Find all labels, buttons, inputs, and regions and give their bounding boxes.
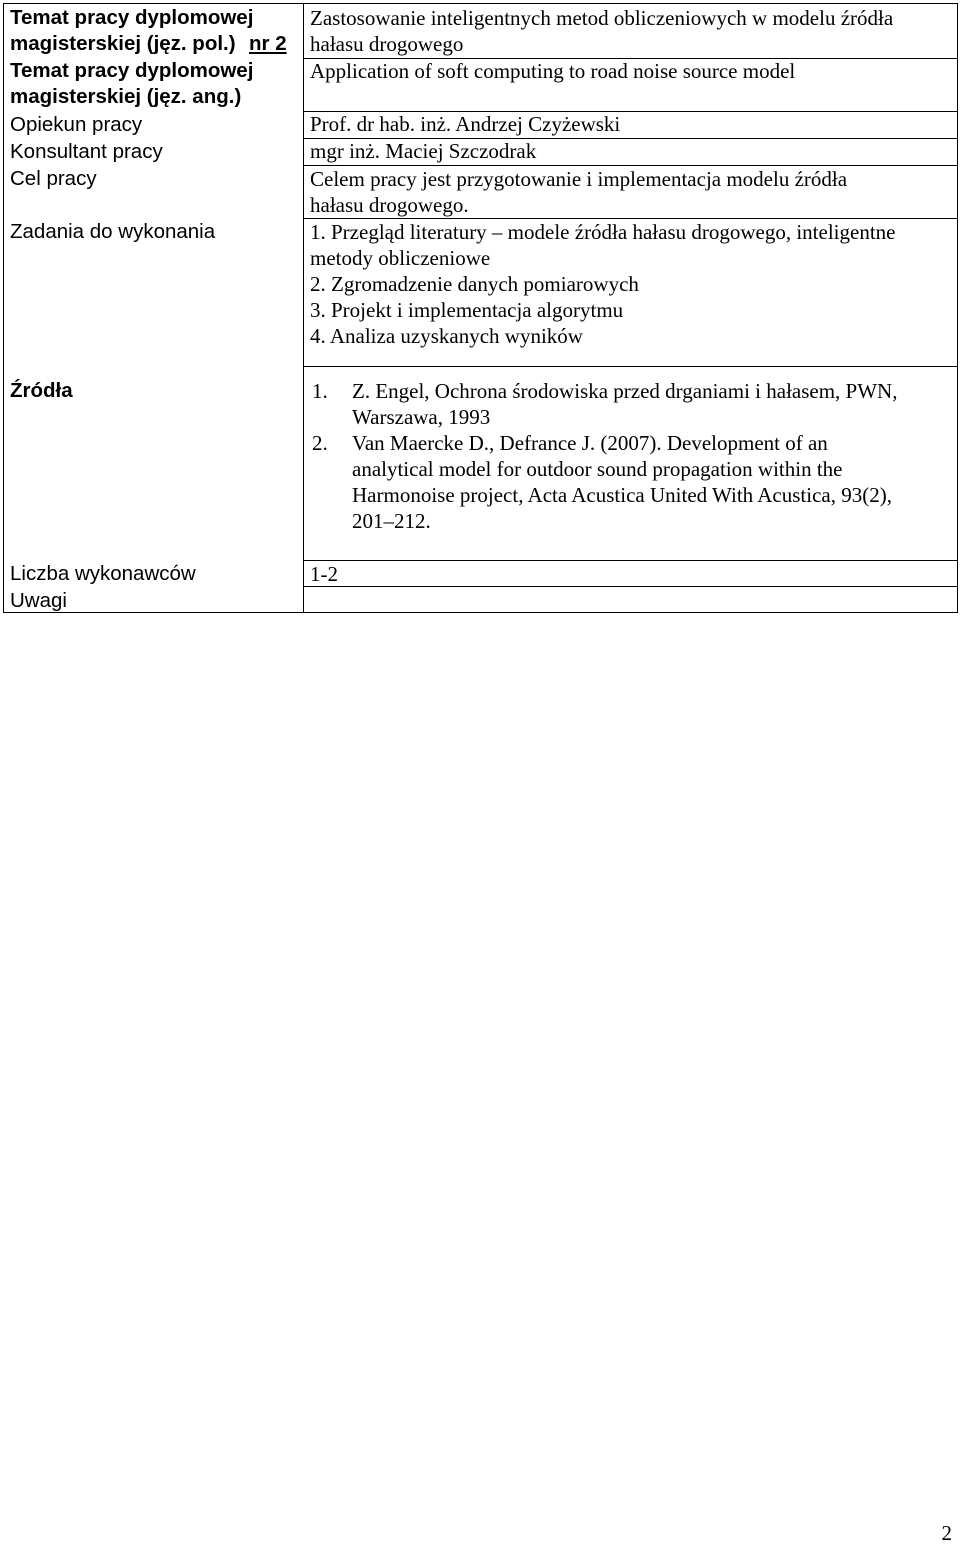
consultant-value: mgr inż. Maciej Szczodrak xyxy=(310,139,537,163)
topic-en-value: Application of soft computing to road noise source model xyxy=(310,59,796,83)
row-divider xyxy=(303,366,958,367)
supervisor-label: Opiekun pracy xyxy=(10,113,143,136)
task-item: 2. Zgromadzenie danych pomiarowych xyxy=(310,272,639,296)
task-item: 4. Analiza uzyskanych wyników xyxy=(310,324,583,348)
topic-en-label: Temat pracy dyplomowej xyxy=(10,59,254,82)
source-number: 2. xyxy=(312,431,328,455)
topic-pl-value: Zastosowanie inteligentnych metod obliczeniowych w modelu źródła xyxy=(310,6,894,30)
row-divider xyxy=(303,586,958,587)
column-divider xyxy=(303,3,304,613)
table-border-left xyxy=(3,3,4,613)
table-border-top xyxy=(3,3,958,4)
topic-pl-value: hałasu drogowego xyxy=(310,32,464,56)
executors-value: 1-2 xyxy=(310,562,338,586)
page-number: 2 xyxy=(941,1521,952,1545)
notes-label: Uwagi xyxy=(10,589,67,612)
sources-label: Źródła xyxy=(10,379,73,402)
source-item: Harmonoise project, Acta Acustica United With Acustica, 93(2), xyxy=(352,483,892,507)
row-divider xyxy=(303,560,958,561)
goal-label: Cel pracy xyxy=(10,167,97,190)
task-item: metody obliczeniowe xyxy=(310,246,491,270)
topic-en-label: magisterskiej (jęz. ang.) xyxy=(10,85,242,108)
tasks-label: Zadania do wykonania xyxy=(10,220,216,243)
goal-value: Celem pracy jest przygotowanie i implementacja modelu źródła xyxy=(310,167,848,191)
executors-label: Liczba wykonawców xyxy=(10,562,196,585)
source-item: Van Maercke D., Defrance J. (2007). Development of an xyxy=(352,431,828,455)
consultant-label: Konsultant pracy xyxy=(10,140,163,163)
goal-value: hałasu drogowego. xyxy=(310,193,469,217)
topic-pl-label: magisterskiej (jęz. pol.) xyxy=(10,32,236,55)
source-number: 1. xyxy=(312,379,328,403)
topic-pl-label: Temat pracy dyplomowej xyxy=(10,6,254,29)
source-item: analytical model for outdoor sound propagation within the xyxy=(352,457,843,481)
task-item: 1. Przegląd literatury – modele źródła hałasu drogowego, inteligentne xyxy=(310,220,896,244)
source-item: 201–212. xyxy=(352,509,431,533)
source-item: Z. Engel, Ochrona środowiska przed drganiami i hałasem, PWN, xyxy=(352,379,898,403)
topic-number: nr 2 xyxy=(249,32,287,55)
table-border-bottom xyxy=(3,612,958,613)
table-border-right xyxy=(957,3,958,613)
supervisor-value: Prof. dr hab. inż. Andrzej Czyżewski xyxy=(310,112,621,136)
task-item: 3. Projekt i implementacja algorytmu xyxy=(310,298,624,322)
source-item: Warszawa, 1993 xyxy=(352,405,491,429)
